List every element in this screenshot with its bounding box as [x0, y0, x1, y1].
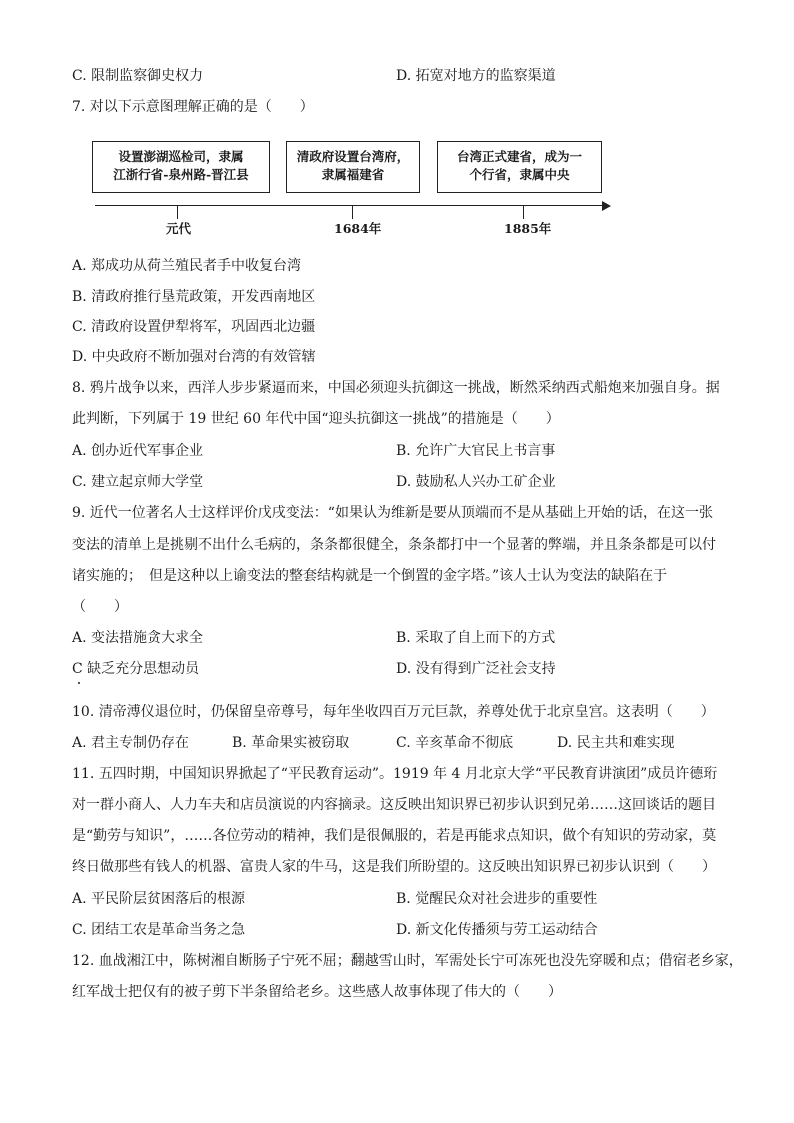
tick-label-1885: 1885年 — [504, 221, 552, 236]
box-1684-line1: 清政府设置台湾府， — [296, 149, 410, 164]
q11-stem-line4: 终日做那些有钱人的机器、富贵人家的牛马，这是我们所盼望的。这反映出知识界已初步认识到（ ） — [72, 859, 716, 875]
box-1885-line1: 台湾正式建省，成为一 — [456, 149, 582, 164]
q11-option-b: B. 觉醒民众对社会进步的重要性 — [396, 891, 598, 907]
tick-1684 — [352, 205, 353, 219]
timeline-box-yuan — [92, 141, 270, 193]
q9-stem-line2: 变法的清单上是挑剔不出什么毛病的，条条都很健全，条条都打中一个显著的弊端，并且条条都是可以付 — [72, 537, 716, 553]
q11-option-d: D. 新文化传播须与劳工运动结合 — [396, 922, 598, 938]
timeline-arrow-icon — [602, 201, 611, 211]
box-1684-line2: 隶属福建省 — [321, 167, 385, 182]
box-yuan-line1: 设置澎湖巡检司，隶属 — [118, 149, 244, 164]
q10-option-d: D. 民主共和难实现 — [557, 735, 675, 751]
timeline-box-1885 — [437, 141, 602, 193]
q11-stem-line1: 11. 五四时期，中国知识界掀起了“平民教育运动”。1919 年 4 月北京大学“平民教育讲演团”成员许德珩 — [72, 766, 718, 782]
q9-stem-line1: 9. 近代一位著名人士这样评价戊戌变法：“如果认为维新是要从顶端而不是从基础上开始的话，在这一张 — [72, 505, 713, 521]
box-yuan-line2: 江浙行省-泉州路-晋江县 — [113, 167, 249, 182]
q9-stem-line3: 诸实施的； 但是这种以上谕变法的整套结构就是一个倒置的金字塔。”该人士认为变法的缺陷在于 — [72, 568, 668, 584]
q9-option-b: B. 采取了自上而下的方式 — [396, 630, 556, 646]
timeline-box-1684 — [286, 141, 420, 193]
q8-option-a: A. 创办近代军事企业 — [72, 443, 204, 459]
q12-stem-line1: 12. 血战湘江中，陈树湘自断肠子宁死不屈；翻越雪山时，军需处长宁可冻死也没先穿暖和点；借宿老乡家， — [72, 953, 743, 969]
q12-stem-line2: 红军战士把仅有的被子剪下半条留给老乡。这些感人故事体现了伟大的（ ） — [72, 984, 562, 1000]
q7-option-a: A. 郑成功从荷兰殖民者手中收复台湾 — [72, 258, 302, 274]
timeline-axis — [95, 205, 605, 206]
q9-option-a: A. 变法措施贪大求全 — [72, 630, 204, 646]
q7-option-d: D. 中央政府不断加强对台湾的有效管辖 — [72, 349, 316, 365]
q10-stem: 10. 清帝溥仪退位时，仍保留皇帝尊号，每年坐收四百万元巨款，养尊处优于北京皇宫。这表明（ ） — [72, 704, 715, 720]
q7-stem: 7. 对以下示意图理解正确的是（ ） — [72, 99, 314, 115]
tick-yuan — [177, 205, 178, 219]
q11-stem-line2: 对一群小商人、人力车夫和店员演说的内容摘录。这反映出知识界已初步认识到兄弟……这回谈话的题目 — [72, 797, 716, 813]
tick-label-yuan: 元代 — [166, 221, 192, 236]
q10-option-a: A. 君主专制仍存在 — [72, 735, 190, 751]
q10-option-b: B. 革命果实被窃取 — [232, 735, 350, 751]
q11-option-c: C. 团结工农是革命当务之急 — [72, 922, 246, 938]
q9-option-d: D. 没有得到广泛社会支持 — [396, 661, 556, 677]
q11-option-a: A. 平民阶层贫困落后的根源 — [72, 891, 246, 907]
q8-option-b: B. 允许广大官民上书言事 — [396, 443, 556, 459]
tick-1885 — [523, 205, 524, 219]
box-1885-line2: 个行省，隶属中央 — [469, 167, 570, 182]
q9-stem-line4: （ ） — [72, 599, 128, 615]
q8-option-d: D. 鼓励私人兴办工矿企业 — [396, 474, 556, 490]
q8-option-c: C. 建立起京师大学堂 — [72, 474, 204, 490]
tick-label-1684: 1684年 — [334, 221, 382, 236]
q6-option-d: D. 拓宽对地方的监察渠道 — [396, 68, 556, 84]
q8-stem-line1: 8. 鸦片战争以来，西洋人步步紧逼而来，中国必须迎头抗御这一挑战，断然采纳西式船炮来加强自身。据 — [72, 380, 720, 396]
scan-speck — [78, 682, 80, 684]
q6-option-c: C. 限制监察御史权力 — [72, 68, 204, 84]
q8-stem-line2: 此判断，下列属于 19 世纪 60 年代中国“迎头抗御这一挑战”的措施是（ ） — [72, 411, 560, 427]
q11-stem-line3: 是“勤劳与知识”，……各位劳动的精神，我们是很佩服的，若是再能求点知识，做个有知识的劳动家，莫 — [72, 828, 717, 844]
q9-option-c: C 缺乏充分思想动员 — [72, 661, 200, 677]
q7-option-b: B. 清政府推行垦荒政策，开发西南地区 — [72, 289, 316, 305]
q7-option-c: C. 清政府设置伊犁将军，巩固西北边疆 — [72, 319, 316, 335]
q10-option-c: C. 辛亥革命不彻底 — [396, 735, 514, 751]
